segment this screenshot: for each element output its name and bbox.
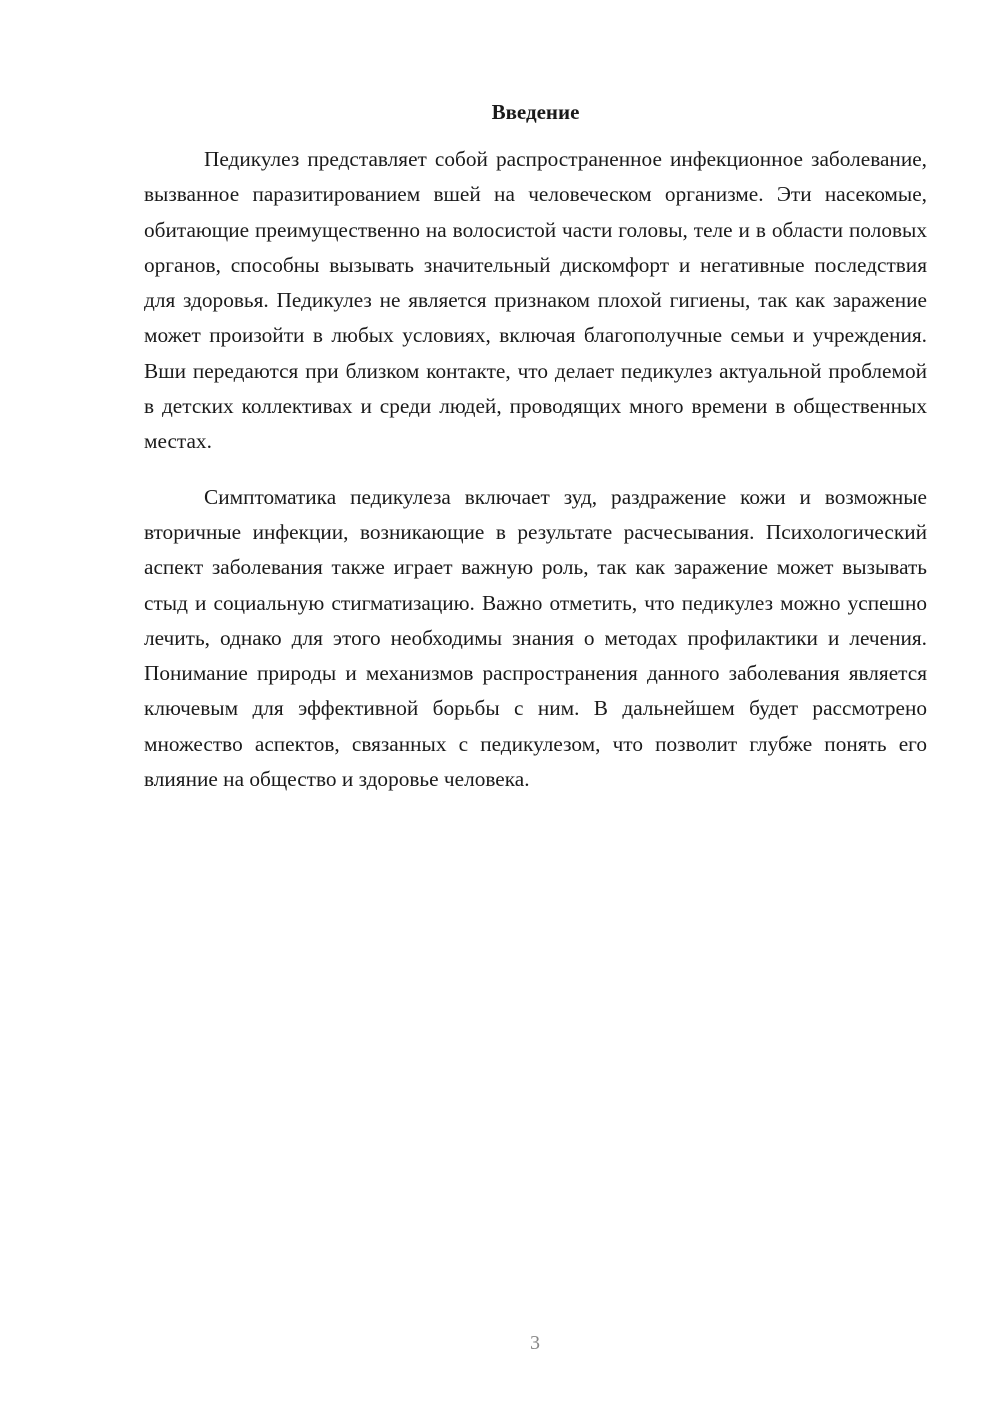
page-number: 3 [530,1332,540,1354]
paragraph-2: Симптоматика педикулеза включает зуд, раздражение кожи и возможные вторичные инфекции, возникающие в результате расчесывания. Психологический аспект заболевания также играет важную роль, так как заражение может вызывать стыд и социальную стигматизацию. Важно отметить, что педикулез можно успешно лечить, однако для этого необходимы знания о методах профилактики и лечения. Понимание природы и механизмов распространения данного заболевания является ключевым для эффективной борьбы с ним. В дальнейшем будет рассмотрено множество аспектов, связанных с педикулезом, что позволит глубже понять его влияние на общество и здоровье человека. [144,484,927,792]
paragraph-1: Педикулез представляет собой распространенное инфекционное заболевание, вызванное паразитированием вшей на человеческом организме. Эти насекомые, обитающие преимущественно на волосистой части головы, теле и в области половых органов, способны вызывать значительный дискомфорт и негативные последствия для здоровья. Педикулез не является признаком плохой гигиены, так как заражение может произойти в любых условиях, включая благополучные семьи и учреждения. Вши передаются при близком контакте, что делает педикулез актуальной проблемой в детских коллективах и среди людей, проводящих много времени в общественных местах. [144,147,927,454]
section-heading: Введение [491,100,580,124]
page-content [144,96,927,797]
